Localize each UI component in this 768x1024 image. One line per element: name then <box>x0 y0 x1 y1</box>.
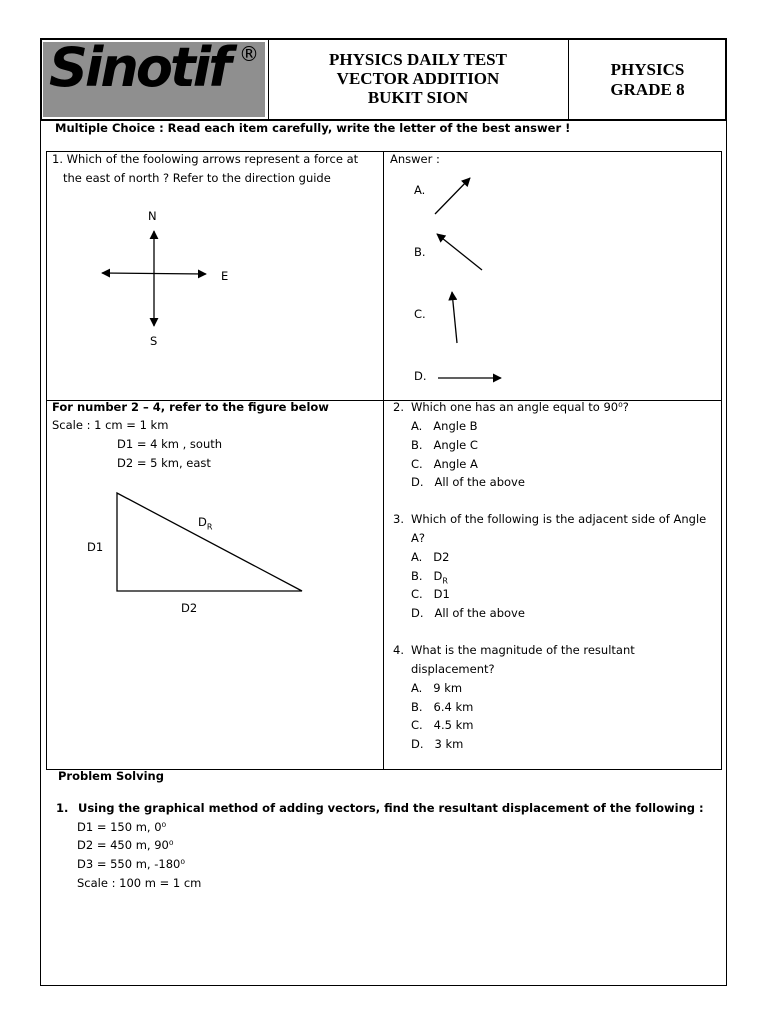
figure-intro: For number 2 – 4, refer to the figure below <box>52 400 329 414</box>
figure-d2: D2 = 5 km, east <box>117 456 211 470</box>
q4-option-a: A. 9 km <box>411 681 463 695</box>
problem-line-d2: D2 = 450 m, 90⁰ <box>77 838 174 852</box>
q4-option-c: C. 4.5 km <box>411 718 474 732</box>
problem-line-scale: Scale : 100 m = 1 cm <box>77 876 202 890</box>
compass-east-label: E <box>221 269 229 283</box>
problem-solving-heading: Problem Solving <box>58 769 164 783</box>
option-b-arrow <box>437 234 482 270</box>
q3-option-d: D. All of the above <box>411 606 525 620</box>
compass-horizontal-arrow <box>102 273 206 274</box>
compass-north-label: N <box>148 209 157 223</box>
subject-label: PHYSICS <box>610 60 685 79</box>
option-a-arrow <box>435 178 470 214</box>
q2-option-c: C. Angle A <box>411 457 478 471</box>
q2-option-b: B. Angle C <box>411 438 478 452</box>
q3-number: 3. <box>393 512 404 526</box>
q3-option-a: A. D2 <box>411 550 450 564</box>
triangle-figure <box>117 493 302 591</box>
option-c-label: C. <box>414 307 426 321</box>
option-a-label: A. <box>414 183 426 197</box>
q4-option-d: D. 3 km <box>411 737 464 751</box>
triangle-label-d2: D2 <box>181 601 198 615</box>
option-b-label: B. <box>414 245 426 259</box>
q4-number: 4. <box>393 643 404 657</box>
q1-text-line2: the east of north ? Refer to the direction guide <box>63 171 331 185</box>
option-c-arrow <box>452 292 457 343</box>
q2-option-a: A. Angle B <box>411 419 478 433</box>
triangle-label-d1: D1 <box>87 540 104 554</box>
problem-number: 1. <box>56 801 69 815</box>
q4-text-line2: displacement? <box>411 662 495 676</box>
q2-number: 2. <box>393 400 404 414</box>
q4-option-b: B. 6.4 km <box>411 700 474 714</box>
q3-text-line1: Which of the following is the adjacent side of Angle <box>411 512 707 526</box>
compass-south-label: S <box>150 334 158 348</box>
figure-d1: D1 = 4 km , south <box>117 437 223 451</box>
figure-scale: Scale : 1 cm = 1 km <box>52 418 169 432</box>
title-line: BUKIT SION <box>367 88 469 107</box>
triangle-label-dr: $D_R$ <box>198 515 213 532</box>
logo-text: Sinotif <box>49 36 229 99</box>
q2-option-d: D. All of the above <box>411 475 525 489</box>
q3-option-c: C. D1 <box>411 587 450 601</box>
q4-text-line1: What is the magnitude of the resultant <box>411 643 635 657</box>
instructions: Multiple Choice : Read each item carefully, write the letter of the best answer ! <box>55 121 571 135</box>
grade-label: GRADE 8 <box>610 80 685 99</box>
registered-mark: ® <box>239 42 259 66</box>
answer-label: Answer : <box>390 152 440 166</box>
problem-text: Using the graphical method of adding vectors, find the resultant displacement of the following : <box>78 801 704 815</box>
option-d-label: D. <box>414 369 427 383</box>
q2-text: Which one has an angle equal to 90⁰? <box>411 400 629 414</box>
title-line: VECTOR ADDITION <box>336 69 500 88</box>
problem-line-d1: D1 = 150 m, 0⁰ <box>77 820 167 834</box>
q3-text-line2: A? <box>411 531 425 545</box>
title-line: PHYSICS DAILY TEST <box>329 50 507 69</box>
q1-text-line1: 1. Which of the foolowing arrows represent a force at <box>52 152 359 166</box>
q3-option-b: B. $D_R$ <box>411 569 448 586</box>
problem-line-d3: D3 = 550 m, -180⁰ <box>77 857 185 871</box>
